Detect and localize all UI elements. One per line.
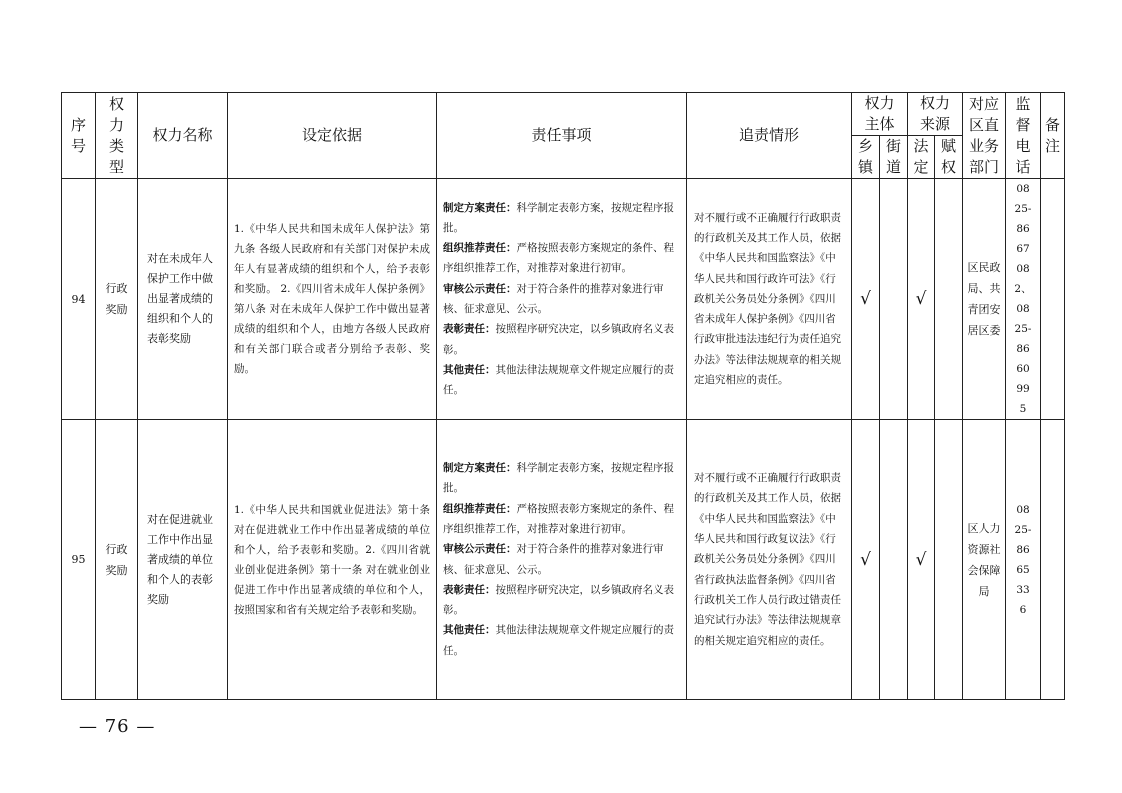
row-basis: 1.《中华人民共和国就业促进法》第十条 对在促进就业工作中作出显著成绩的单位和个人，给予表彰和奖励。2.《四川省就业创业促进条例》第十一条 对在就业创业促进工作中作出显著成绩的单位和个人，按照国家和省有关规定给予表彰和奖励。 — [228, 420, 437, 700]
row-seq: 95 — [62, 420, 96, 700]
header-source-grant: 赋权 — [935, 136, 963, 179]
check-street — [880, 420, 908, 700]
resp-item: 表彰责任：按照程序研究决定，以乡镇政府名义表彰。 — [443, 323, 674, 356]
resp-item: 组织推荐责任：严格按照表彰方案规定的条件、程序组织推荐工作，对推荐对象进行初审。 — [443, 242, 674, 275]
row-responsibility — [437, 179, 687, 420]
row-type: 行政奖励 — [96, 179, 138, 420]
header-phone: 监督电话 — [1006, 93, 1041, 179]
row-basis: 1.《中华人民共和国未成年人保护法》第九条 各级人民政府和有关部门对保护未成年人有显著成绩的组织和个人，给予表彰和奖励。 2.《四川省未成年人保护条例》第八条 对在未成年人保护工作中做出显著成绩的组织和个人，由地方各级人民政府和有关部门联合或者分别给予表彰、奖励。 — [228, 179, 437, 420]
resp-item: 组织推荐责任：严格按照表彰方案规定的条件、程序组织推荐工作，对推荐对象进行初审。 — [443, 502, 674, 535]
row-power-name: 对在促进就业工作中作出显著成绩的单位和个人的表彰奖励 — [138, 420, 228, 700]
check-town: √ — [852, 420, 880, 700]
check-street — [880, 179, 908, 420]
header-dept: 对应区直业务部门 — [963, 93, 1006, 179]
row-type: 行政奖励 — [96, 420, 138, 700]
resp-item: 表彰责任：按照程序研究决定，以乡镇政府名义表彰。 — [443, 583, 674, 617]
check-grant — [935, 179, 963, 420]
header-accountability: 追责情形 — [687, 93, 852, 179]
header-source-law: 法定 — [908, 136, 935, 179]
table-row — [62, 420, 1065, 700]
resp-item: 制定方案责任：科学制定表彰方案，按规定程序报批。 — [443, 462, 674, 495]
header-name: 权力名称 — [138, 93, 228, 179]
resp-item: 其他责任：其他法律法规规章文件规定应履行的责任。 — [443, 363, 674, 397]
header-source: 权力来源 — [908, 93, 963, 136]
header-remark: 备注 — [1041, 93, 1065, 179]
power-list-table — [61, 92, 1065, 700]
header-subject-town: 乡镇 — [852, 136, 880, 179]
check-town: √ — [852, 179, 880, 420]
row-phone: 0825-8665336 — [1006, 420, 1041, 700]
header-row-1 — [62, 93, 1065, 136]
row-accountability: 对不履行或不正确履行行政职责的行政机关及其工作人员，依据《中华人民共和国监察法》《中华人民共和国行政复议法》《行政机关公务员处分条例》《四川省行政执法监督条例》《四川省行政机关工作人员行政过错责任追究试行办法》等法律法规规章的相关规定追究相应的责任。 — [687, 420, 852, 700]
row-remark — [1041, 179, 1065, 420]
header-responsibility: 责任事项 — [437, 93, 687, 179]
row-phone: 0825-8667082、0825-8660995 — [1006, 179, 1041, 420]
resp-item: 制定方案责任：科学制定表彰方案，按规定程序报批。 — [443, 201, 674, 234]
check-grant — [935, 420, 963, 700]
row-power-name: 对在未成年人保护工作中做出显著成绩的组织和个人的表彰奖励 — [138, 179, 228, 420]
header-subject: 权力主体 — [852, 93, 908, 136]
row-seq: 94 — [62, 179, 96, 420]
row-dept: 区民政局、共青团安居区委 — [963, 179, 1006, 420]
header-subject-street: 街道 — [880, 136, 908, 179]
check-law: √ — [908, 179, 935, 420]
resp-item: 审核公示责任：对于符合条件的推荐对象进行审核、征求意见、公示。 — [443, 543, 664, 576]
resp-item: 审核公示责任：对于符合条件的推荐对象进行审核、征求意见、公示。 — [443, 282, 664, 315]
row-responsibility — [437, 420, 687, 700]
row-dept: 区人力资源社会保障局 — [963, 420, 1006, 700]
row-accountability: 对不履行或不正确履行行政职责的行政机关及其工作人员，依据《中华人民共和国监察法》《中华人民共和国行政许可法》《行政机关公务员处分条例》《四川省未成年人保护条例》《四川省行政审批违法违纪行为责任追究办法》等法律法规规章的相关规定追究相应的责任。 — [687, 179, 852, 420]
check-law: √ — [908, 420, 935, 700]
table-row — [62, 179, 1065, 420]
header-basis: 设定依据 — [228, 93, 437, 179]
row-remark — [1041, 420, 1065, 700]
resp-item: 其他责任：其他法律法规规章文件规定应履行的责任。 — [443, 624, 674, 657]
page-number: — 76 — — [79, 716, 156, 737]
header-type: 权力类型 — [96, 93, 138, 179]
header-seq: 序号 — [62, 93, 96, 179]
